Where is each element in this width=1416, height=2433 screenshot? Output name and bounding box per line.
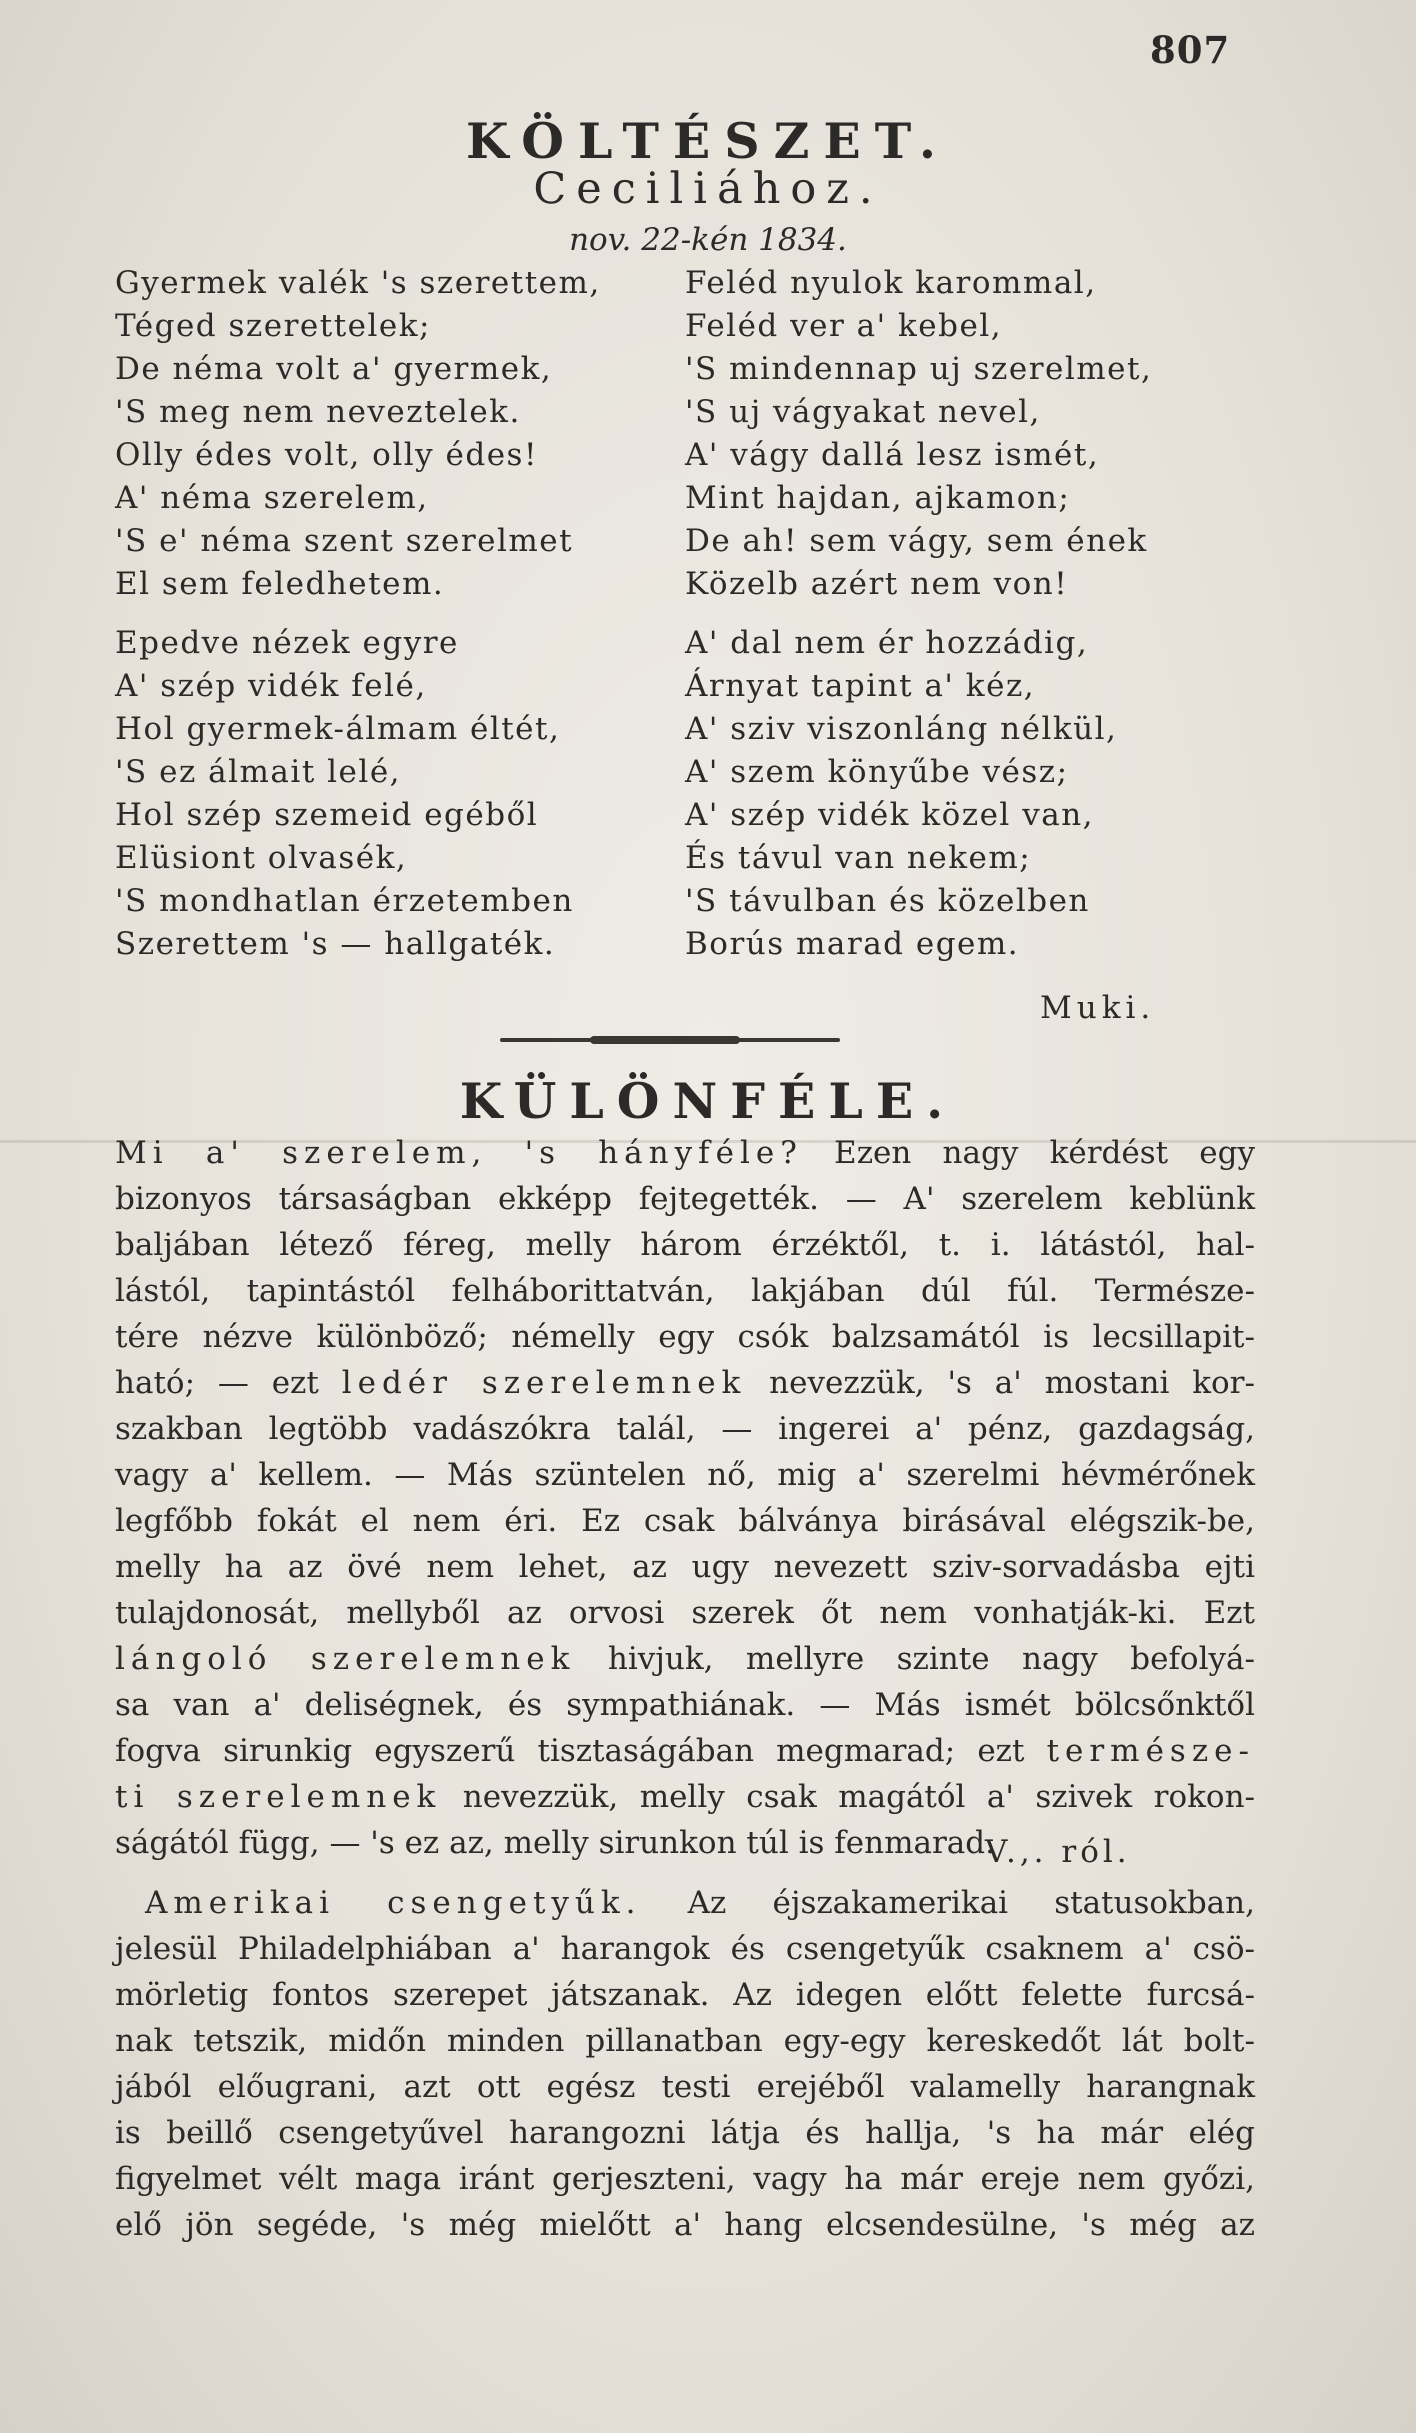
article-line: legfőbb fokát el nem éri. Ez csak bálványa birásával elégszik-be, (115, 1503, 1255, 1539)
poem-line: De ah! sem vágy, sem ének (685, 523, 1148, 559)
article-heading: Amerikai csengetyűk. (145, 1885, 642, 1921)
poem-line: Mint hajdan, ajkamon; (685, 480, 1071, 516)
poem-line: Közelb azért nem von! (685, 566, 1069, 602)
poem-line: A' szem könyűbe vész; (685, 754, 1069, 790)
page-number: 807 (1150, 28, 1231, 72)
poem-title: Ceciliához. (533, 164, 883, 214)
article-line: vagy a' kellem. — Más szüntelen nő, mig a' szerelmi hévmérőnek (115, 1457, 1255, 1493)
poem-line: A' szép vidék felé, (115, 668, 427, 704)
poem-line: 'S mondhatlan érzetemben (115, 883, 574, 919)
poem-line: Gyermek valék 's szerettem, (115, 265, 601, 301)
article-line: figyelmet vélt maga iránt gerjeszteni, vagy ha már ereje nem győzi, (115, 2161, 1255, 2197)
emphasis-term: természe- (1046, 1733, 1255, 1769)
emphasis-term: ledér szerelemnek (341, 1365, 747, 1401)
article-line: melly ha az övé nem lehet, az ugy nevezett sziv-sorvadásba ejti (115, 1549, 1255, 1585)
article-line: Amerikai csengetyűk. Az éjszakamerikai statusokban, (115, 1880, 1255, 1926)
poem-line: Epedve nézek egyre (115, 625, 459, 661)
poem-line: Feléd ver a' kebel, (685, 308, 1003, 344)
article-line: nak tetszik, midőn minden pillanatban egy-egy kereskedőt lát bolt- (115, 2023, 1255, 2059)
article-line: ti szerelemnek nevezzük, melly csak magától a' szivek rokon- (115, 1779, 1256, 1815)
article-csengetyuk (115, 1880, 1255, 2248)
poem-line: Hol gyermek-álmam éltét, (115, 711, 561, 747)
article-line: elő jön segéde, 's még mielőtt a' hang elcsendesülne, 's még az (115, 2207, 1255, 2243)
article-line: Mi a' szerelem, 's hányféle? Ezen nagy kérdést egy (115, 1135, 1255, 1171)
poem-stanza-right-2 (685, 622, 1117, 966)
poem-line: A' vágy dallá lesz ismét, (685, 437, 1100, 473)
article-line: sa van a' deliségnek, és sympathiának. — Más ismét bölcsőnktől (115, 1687, 1255, 1723)
poem-line: Feléd nyulok karommal, (685, 265, 1097, 301)
poem-line: Téged szerettelek; (115, 308, 432, 344)
section-divider (500, 1038, 840, 1042)
article-line: jelesül Philadelphiában a' harangok és csengetyűk csaknem a' csö- (115, 1931, 1255, 1967)
article-line: tulajdonosát, mellyből az orvosi szerek őt nem vonhatják-ki. Ezt (115, 1595, 1255, 1631)
poem-line: És távul van nekem; (685, 840, 1032, 876)
poem-line: De néma volt a' gyermek, (115, 351, 553, 387)
article-line: jából előugrani, azt ott egész testi erejéből valamelly harangnak (115, 2069, 1255, 2105)
poem-line: 'S mindennap uj szerelmet, (685, 351, 1153, 387)
article-line: lástól, tapintástól felháborittatván, lakjában dúl fúl. Természe- (115, 1273, 1255, 1309)
poem-author: Muki. (1040, 990, 1156, 1026)
poem-line: A' szép vidék közel van, (685, 797, 1095, 833)
emphasis-term: lángoló szerelemnek (115, 1641, 576, 1677)
poem-date: nov. 22-kén 1834. (569, 222, 847, 258)
article-szerelem (115, 1130, 1255, 1866)
poem-line: A' néma szerelem, (115, 480, 429, 516)
article-line: tére nézve különböző; némelly egy csók balzsamától is lecsillapit- (115, 1319, 1255, 1355)
article-line: mörletig fontos szerepet játszanak. Az idegen előtt felette furcsá- (115, 1977, 1255, 2013)
article-line: fogva sirunkig egyszerű tisztaságában megmarad; ezt természe- (115, 1733, 1255, 1769)
poem-line: 'S e' néma szent szerelmet (115, 523, 574, 559)
poem-stanza-right-1 (685, 262, 1152, 606)
poem-line: 'S távulban és közelben (685, 883, 1090, 919)
poem-line: Árnyat tapint a' kéz, (685, 668, 1036, 704)
poem-line: Hol szép szemeid egéből (115, 797, 539, 833)
article-line: ságától függ, — 's ez az, melly sirunkon túl is fenmarad. (115, 1825, 995, 1861)
poem-stanza-left-2 (115, 622, 574, 966)
article-line: lángoló szerelemnek hivjuk, mellyre szinte nagy befolyá- (115, 1641, 1255, 1677)
misc-section-heading: KÜLÖNFÉLE. (459, 1072, 957, 1130)
emphasis-term: ti szerelemnek (115, 1779, 442, 1815)
poem-line: 'S uj vágyakat nevel, (685, 394, 1041, 430)
poem-line: A' sziv viszonláng nélkül, (685, 711, 1118, 747)
poem-line: Szerettem 's — hallgaték. (115, 926, 556, 962)
poem-line: El sem feledhetem. (115, 566, 445, 602)
article-line: bizonyos társaságban ekképp fejtegették. — A' szerelem keblünk (115, 1181, 1255, 1217)
article-line: szakban legtöbb vadászókra talál, — ingerei a' pénz, gazdagság, (115, 1411, 1255, 1447)
poem-line: A' dal nem ér hozzádig, (685, 625, 1089, 661)
poem-line: Elüsiont olvasék, (115, 840, 408, 876)
poem-stanza-left-1 (115, 262, 601, 606)
article-line: ható; — ezt ledér szerelemnek nevezzük, 's a' mostani kor- (115, 1365, 1255, 1401)
poem-line: Olly édes volt, olly édes! (115, 437, 538, 473)
poem-line: Borús marad egem. (685, 926, 1020, 962)
article-author: V.,. ról. (985, 1834, 1131, 1870)
poem-line: 'S ez álmait lelé, (115, 754, 402, 790)
poetry-section-heading: KÖLTÉSZET. (466, 112, 950, 170)
article-line: is beillő csengetyűvel harangozni látja és hallja, 's ha már elég (115, 2115, 1255, 2151)
article-line: baljában létező féreg, melly három érzéktől, t. i. látástól, hal- (115, 1227, 1255, 1263)
article-heading: Mi a' szerelem, 's hányféle? (115, 1135, 803, 1171)
poem-line: 'S meg nem neveztelek. (115, 394, 521, 430)
